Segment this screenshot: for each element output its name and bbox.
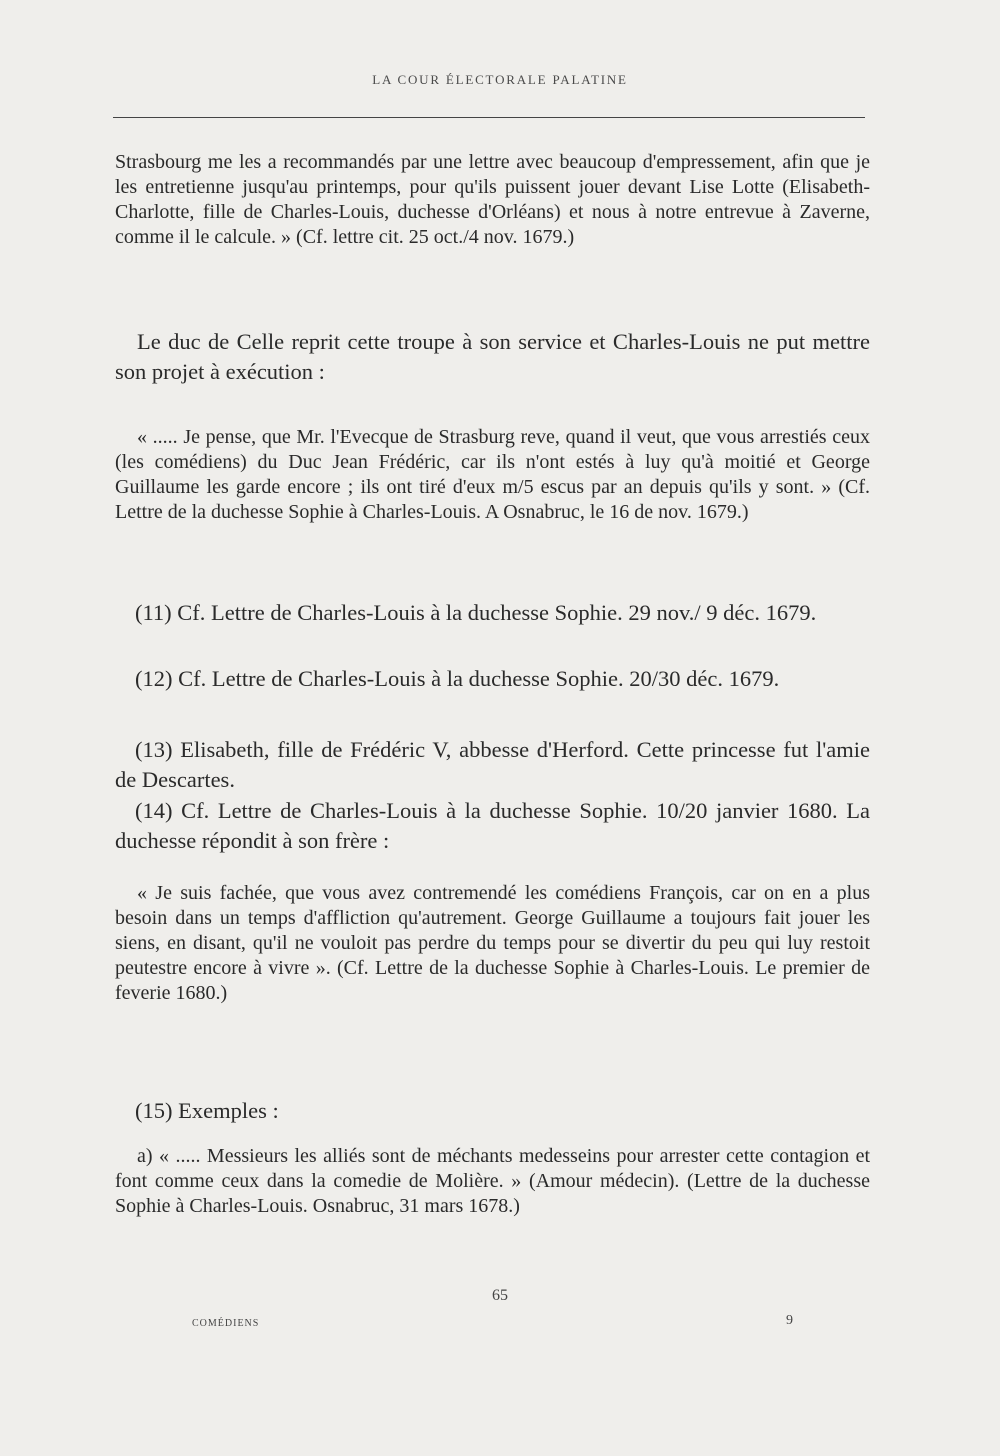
footnote-11: (11) Cf. Lettre de Charles-Louis à la duchesse Sophie. 29 nov./ 9 déc. 1679.: [135, 600, 817, 625]
body-paragraph: Le duc de Celle reprit cette troupe à son service et Charles-Louis ne put mettre son projet à exécution :: [115, 329, 870, 384]
footnote-13: (13) Elisabeth, fille de Frédéric V, abbesse d'Herford. Cette princesse fut l'amie de Descartes.: [115, 737, 870, 792]
quote-paragraph: « ..... Je pense, que Mr. l'Evecque de Strasburg reve, quand il veut, que vous arrestiés ceux (les comédiens) du Duc Jean Frédéric, car ils n'ont estés à luy qu'à moitié et George Guillaume les garde encore ; ils ont tiré d'eux m/5 escus par an depuis qu'ils y sont. » (Cf. Lettre de la duchesse Sophie à Charles-Louis. A Osnabruc, le 16 de nov. 1679.): [115, 426, 870, 523]
quote-paragraph: a) « ..... Messieurs les alliés sont de méchants medesseins pour arrester cette contagion et font comme ceux dans la comedie de Molière. » (Amour médecin). (Lettre de la duchesse Sophie à Charles-Louis. Osnabruc, 31 mars 1678.): [115, 1145, 870, 1217]
signature-label: COMÉDIENS: [192, 1318, 260, 1329]
footnote-14: (14) Cf. Lettre de Charles-Louis à la duchesse Sophie. 10/20 janvier 1680. La duchesse répondit à son frère :: [115, 798, 870, 853]
quote-continuation: Strasbourg me les a recommandés par une lettre avec beaucoup d'empressement, afin que je les entretienne jusqu'au printemps, pour qu'ils puissent jouer devant Lise Lotte (Elisabeth-Charlotte, fille de Charles-Louis, duchesse d'Orléans) et nous à notre entrevue à Zaverne, comme il le calcule. » (Cf. lettre cit. 25 oct./4 nov. 1679.): [115, 151, 870, 248]
header-rule: [113, 117, 865, 118]
footnote-12: (12) Cf. Lettre de Charles-Louis à la duchesse Sophie. 20/30 déc. 1679.: [135, 666, 780, 691]
footnote-15: (15) Exemples :: [135, 1098, 279, 1123]
page-number: 65: [492, 1287, 508, 1304]
quote-paragraph: « Je suis fachée, que vous avez contremendé les comédiens François, car on en a plus besoin dans un temps d'affliction qu'autrement. George Guillaume a toujours fait jouer les siens, en disant, qu'il ne vouloit pas perdre du temps pour se divertir du peu qui luy restoit peutestre encore à vivre ». (Cf. Lettre de la duchesse Sophie à Charles-Louis. Le premier de feverie 1680.): [115, 882, 870, 1004]
signature-number: 9: [786, 1313, 793, 1328]
running-head: LA COUR ÉLECTORALE PALATINE: [372, 72, 628, 87]
